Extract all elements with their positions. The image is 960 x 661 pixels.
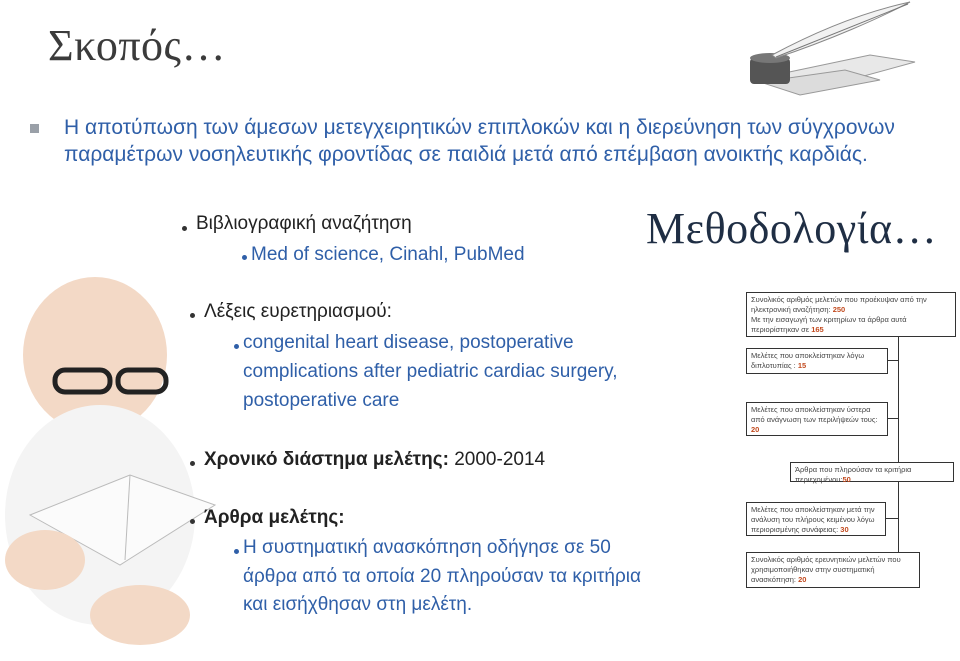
flow-connector (898, 500, 899, 552)
flow-connector (888, 418, 898, 419)
flow-connector (898, 337, 899, 462)
flow-box-final-studies: Συνολικός αριθμός ερευνητικών μελετών που χρησιμοποιήθηκαν στην συστηματική ανασκόπηση: 20 (746, 552, 920, 588)
flow-box-fulltext-exclusion: Μελέτες που αποκλείστηκαν μετά την ανάλυση του πλήρους κειμένου λόγω περιορισμένης συνάφειας: 30 (746, 502, 886, 536)
flow-connector (898, 482, 899, 500)
bullet-dot-icon (234, 344, 239, 349)
period-value: 2000-2014 (454, 449, 546, 470)
keywords-line-1: congenital heart disease, postoperative (243, 332, 574, 353)
articles-line-2: άρθρα από τα οποία 20 πληρούσαν τα κριτήρια (243, 566, 642, 587)
period-row (204, 449, 545, 471)
quill-ink-illustration (680, 0, 930, 110)
keywords-label: Λέξεις ευρετηριασμού: (204, 301, 392, 322)
flow-box-search-results: Συνολικός αριθμός μελετών που προέκυψαν από την ηλεκτρονική αναζήτηση: 250 Με την εισαγωγή των κριτηρίων τα άρθρα αυτά περιορίστηκαν σε 165 (746, 292, 956, 337)
bullet-dot-icon (182, 226, 187, 231)
bullet-dot-icon (190, 519, 195, 524)
literature-sources: Med of science, Cinahl, PubMed (251, 244, 525, 265)
bullet-dot-icon (242, 255, 247, 260)
flow-connector (888, 360, 898, 361)
bullet-dot-icon (190, 461, 195, 466)
articles-line-3: και εισήχθησαν στη μελέτη. (243, 594, 473, 615)
keywords-line-3: postoperative care (243, 390, 400, 411)
bullet-square-icon (30, 124, 39, 133)
flow-box-abstract-exclusion: Μελέτες που αποκλείστηκαν ύστερα από ανάγνωση των περιλήψεών τους: 20 (746, 402, 888, 436)
baby-reading-image (0, 275, 220, 655)
flow-box-duplicates: Μελέτες που αποκλείστηκαν λόγω διπλοτυπίας : 15 (746, 348, 888, 374)
flow-box-content-criteria: Άρθρα που πληρούσαν τα κριτήρια περιεχομένου:50 (790, 462, 954, 482)
flow-connector (886, 518, 898, 519)
bullet-dot-icon (234, 549, 239, 554)
bullet-dot-icon (190, 313, 195, 318)
articles-line-1: Η συστηματική ανασκόπηση οδήγησε σε 50 (243, 537, 611, 558)
period-label: Χρονικό διάστημα μελέτης: (204, 449, 449, 470)
aim-text: Η αποτύπωση των άμεσων μετεγχειρητικών επιπλοκών και η διερεύνηση των σύγχρονων παραμέτρων νοσηλευτικής φροντίδας σε παιδιά μετά από επέμβαση ανοικτής καρδιάς. (64, 116, 895, 166)
page-title: Σκοπός… (48, 21, 226, 70)
methodology-title: Μεθοδολογία… (646, 204, 938, 253)
keywords-line-2: complications after pediatric cardiac surgery, (243, 361, 618, 382)
articles-label: Άρθρα μελέτης: (204, 507, 345, 528)
literature-label: Βιβλιογραφική αναζήτηση (196, 213, 412, 234)
